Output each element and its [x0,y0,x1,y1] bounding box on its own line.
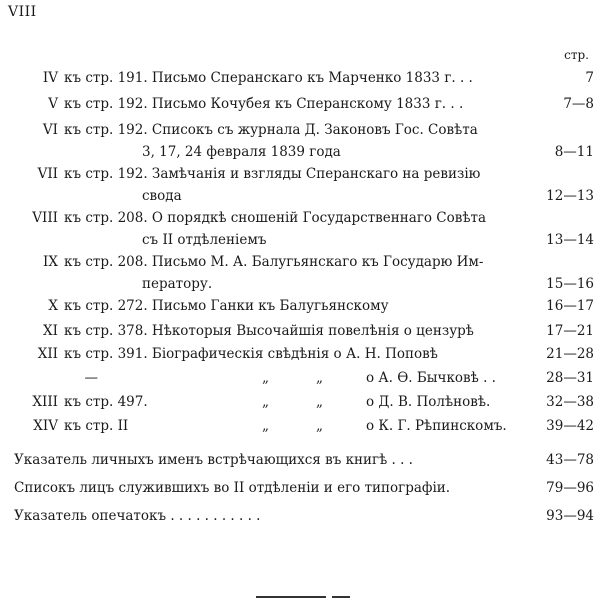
entry-pages: 17—21 [546,323,594,339]
entry-continuation: свода [142,188,182,204]
entry-pages: 8—11 [554,144,594,160]
entry-text: къ стр. 208. О порядкѣ сношеній Государственнаго Совѣта [64,210,487,226]
entry-tail: о К. Г. Рѣпинскомъ. [366,418,507,434]
entry-text: къ стр. 192. Замѣчанія и взгляды Сперанскаго на ревизію [64,166,481,182]
entry-text: къ стр. 208. Письмо М. А. Балугьянскаго къ Государю Им- [64,254,484,270]
ditto-mark: „ [316,418,323,434]
appendix-number: XIII [32,394,58,410]
footer-rule [332,596,350,598]
footer-rule [256,596,326,598]
entry-pages: 79—96 [546,480,594,496]
appendix-number: XIV [33,418,58,434]
entry-pages: 7—8 [563,96,594,112]
entry-text: къ стр. 192. Письмо Кочубея къ Сперанскому 1833 г. . . [64,96,464,112]
entry-text: къ стр. 378. Нѣкоторыя Высочайшія повелѣнія о цензурѣ [64,323,474,339]
entry-pages: 15—16 [546,276,594,292]
entry-pages: 7 [585,70,594,86]
appendix-number: VI [42,122,58,138]
appendix-number: VIII [32,210,58,226]
appendix-number: X [48,298,58,314]
entry-text: Указатель личныхъ именъ встрѣчающихся въ книгѣ . . . [14,452,413,468]
entry-text: къ стр. 272. Письмо Ганки къ Балугьянскому [64,298,389,314]
entry-continuation: ператору. [142,276,213,292]
entry-pages: 28—31 [546,370,594,386]
appendix-number: — [84,370,98,386]
entry-tail: о А. Ѳ. Бычковѣ . . [366,370,496,386]
entry-text: къ стр. 497. [64,394,148,410]
entry-pages: 21—28 [546,346,594,362]
entry-continuation: 3, 17, 24 февраля 1839 года [142,144,341,160]
entry-pages: 12—13 [546,188,594,204]
entry-text: Списокъ лицъ служившихъ во II отдѣленіи и его типографіи. [14,480,451,496]
appendix-number: XI [43,323,58,339]
appendix-number: XII [37,346,58,362]
entry-text: къ стр. 191. Письмо Сперанскаго къ Марченко 1833 г. . . [64,70,473,86]
entry-text: къ стр. 192. Списокъ съ журнала Д. Законовъ Гос. Совѣта [64,122,478,138]
entry-pages: 16—17 [546,298,594,314]
appendix-number: IX [43,254,58,270]
ditto-mark: „ [316,394,323,410]
entry-pages: 39—42 [546,418,594,434]
entry-pages: 32—38 [546,394,594,410]
ditto-mark: „ [262,394,269,410]
page-column-label: стр. [564,48,589,62]
entry-text: Указатель опечатокъ . . . . . . . . . . . [14,508,261,524]
entry-continuation: съ II отдѣленіемъ [142,232,267,248]
entry-text: къ стр. II [64,418,129,434]
page-number: VIII [8,4,37,20]
entry-pages: 93—94 [546,508,594,524]
entry-pages: 43—78 [546,452,594,468]
appendix-number: IV [42,70,58,86]
appendix-number: V [48,96,58,112]
entry-tail: о Д. В. Полѣновѣ. [366,394,491,410]
ditto-mark: „ [316,370,323,386]
entry-pages: 13—14 [546,232,594,248]
ditto-mark: „ [262,370,269,386]
ditto-mark: „ [262,418,269,434]
appendix-number: VII [37,166,58,182]
entry-text: къ стр. 391. Біографическія свѣдѣнія о А. Н. Поповѣ [64,346,438,362]
